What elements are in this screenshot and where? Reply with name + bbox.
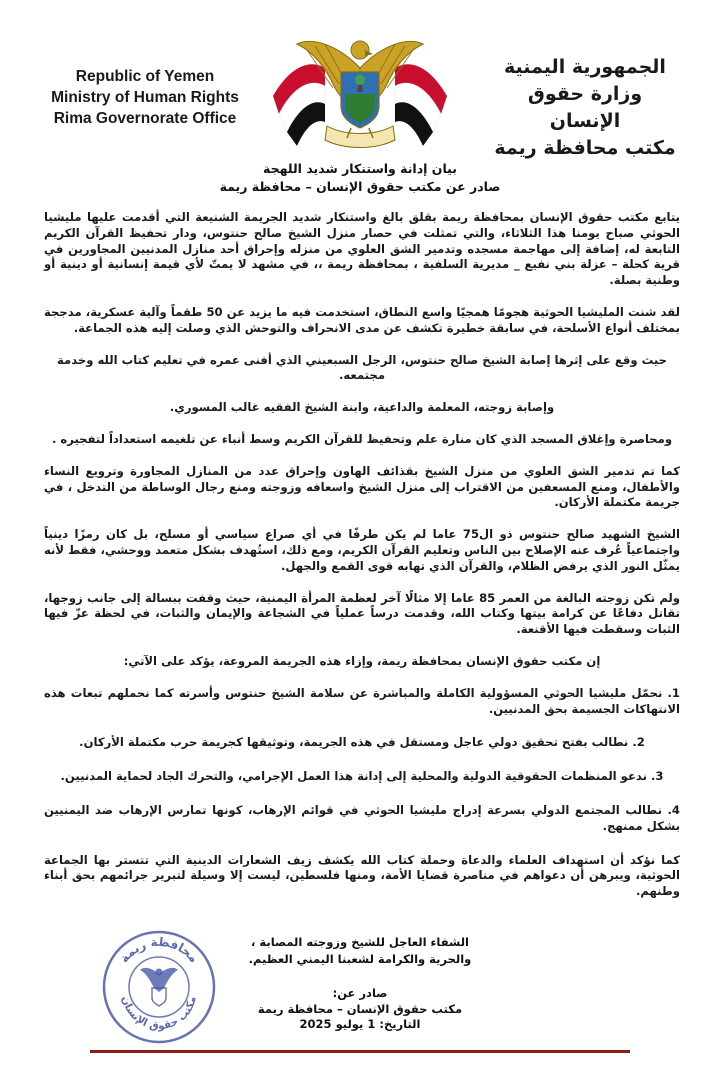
paragraph: كما تم تدمير الشق العلوي من منزل الشيخ بقذائف الهاون وإحراق عدد من المنازل المجاورة وترويع النساء والأطفال، ومنع المسعفين من الاقتراب إلى منزل الشيخ واسعافه وزوجته ومنع رجال الوساطة من التدخل ، في جريمة مكتملة الأركان. (44, 463, 680, 510)
stamp-top-text: محافظة ريمة (116, 934, 202, 966)
official-stamp-icon (100, 928, 218, 1046)
yemen-eagle-emblem-icon (255, 28, 465, 158)
demand-item: 1. نحمّل مليشيا الحوثي المسؤولية الكاملة والمباشرة عن سلامة الشيخ حنتوس وأسرته كما نحملهم تبعات هذه الانتهاكات الجسيمة بحق المدنيين. (44, 685, 680, 716)
paragraph-intro-demands: إن مكتب حقوق الإنسان بمحافظة ريمة، وإزاء هذه الجريمة المروعة، يؤكد على الآتي: (123, 653, 601, 668)
header-arabic (490, 54, 680, 162)
paragraph: وإصابة زوجته، المعلمة والداعية، وابنة الشيخ الفقيه غالب المسوري. (169, 400, 555, 415)
issued-date: التاريخ: 1 يوليو 2025 (299, 1017, 421, 1031)
paragraph: لقد شنت المليشيا الحوثية هجومًا همجيًا واسع النطاق، استخدمت فيه ما يزيد عن 50 طقماً وآلية عسكرية، مدججة بمختلف أنواع الأسلحة، في سابقة خطيرة تكشف عن مدى الانحراف والتوحش الذي وصلت إليه هذه الجماعة. (44, 304, 680, 335)
issued-label: صادر عن: (332, 986, 388, 1000)
statement-title-line2: صادر عن مكتب حقوق الإنسان – محافظة ريمة (219, 179, 501, 194)
demand-item: 3. ندعو المنظمات الحقوقية الدولية والمحلية إلى إدانة هذا العمل الإجرامي، والتحرك الجاد لحماية المدنيين. (60, 769, 664, 784)
conclusion-paragraph: كما نؤكد أن استهداف العلماء والدعاة وحملة كتاب الله يكشف زيف الشعارات الدينية التي تتستر بها الجماعة الحوثية، ويبرهن أن دعواهم في مناصرة قضايا الأمة، ومنها فلسطين، ليست إلا وسيلة لتبرير جرائمهم بحق أبناء وطنهم. (44, 852, 680, 899)
paragraph: الشيخ الشهيد صالح حنتوس ذو ال75 عاما لم يكن طرفًا في أي صراع سياسي أو مسلح، بل كان رمزًا دينياً واجتماعياً عُرف عنه الإصلاح بين الناس وتعليم القرآن الكريم، ومع ذلك، استُهدف بشكل متعمد ووحشي، فقط لأنه يمثّل النور الذي يرفض الظلام، والقرآن الذي تهابه قوى القمع والجهل. (44, 527, 680, 573)
header-ar-line-office: مكتب محافظة ريمة (494, 137, 676, 159)
closing-line1: الشفاء العاجل للشيخ وزوجته المصابة ، (251, 935, 469, 949)
header-en-line-office: Rima Governorate Office (53, 110, 237, 127)
paragraph: حيث وقع على إثرها إصابة الشيخ صالح حنتوس، الرجل السبعيني الذي أفنى عمره في تعليم كتاب الله وخدمة مجتمعه. (57, 352, 667, 383)
demand-item: 2. نطالب بفتح تحقيق دولي عاجل ومستقل في هذه الجريمة، وتوثيقها كجريمة حرب مكتملة الأركان. (79, 735, 645, 750)
header-ar-line-country: الجمهورية اليمنية (504, 56, 666, 78)
statement-title-line1: بيان إدانة واستنكار شديد اللهجة (263, 161, 457, 176)
header-ar-line-ministry: وزارة حقوق الإنسان (527, 83, 643, 132)
issued-by-block (240, 986, 480, 1033)
demand-item: 4. نطالب المجتمع الدولي بسرعة إدراج مليشيا الحوثي في قوائم الإرهاب، كونها تمارس الإرهاب ضد اليمنيين بشكل ممنهج. (44, 802, 680, 833)
closing-wishes (240, 934, 480, 968)
paragraph: ولم تكن زوجته البالغة من العمر 85 عاما إلا مثالًا آخر لعظمة المرأة اليمنية، حيث وقفت ببسالة إلى جانب زوجها، تقاتل دفاعًا عن كرامة بيتها وكتاب الله، وقدمت درساً عملياً في الشجاعة والإيمان والثبات، في لحظة عزّ فيها الثبات وسقطت فيها الأقنعة. (44, 590, 680, 637)
statement-body (44, 210, 680, 916)
issued-office: مكتب حقوق الإنسان – محافظة ريمة (257, 1001, 463, 1016)
stamp-bottom-text: مكتب حقوق الإنسان (119, 994, 199, 1033)
footer-divider (90, 1050, 630, 1053)
paragraph: ومحاصرة وإغلاق المسجد الذي كان منارة علم وتحفيظ للقرآن الكريم وسط أنباء عن تلغيمه استعداداً لتفجيره . (51, 431, 673, 446)
header-en-line-ministry: Ministry of Human Rights (51, 89, 239, 106)
header-en-line-country: Republic of Yemen (75, 68, 215, 85)
closing-line2: والحرية والكرامة لشعبنا اليمني العظيم. (248, 952, 472, 966)
statement-title (60, 160, 660, 196)
paragraph: يتابع مكتب حقوق الإنسان بمحافظة ريمة بقلق بالغ واستنكار شديد الجريمة الشنيعة التي أقدمت عليها مليشيا الحوثي صباح يومنا هذا الثلاثاء، والتي تمثلت في حصار منزل الشيخ صالح حنتوس، ودار تحفيظ القرآن الكريم التابعة له، إضافة إلى مهاجمة مسجده وتدمير الشق العلوي من منزله وإحراق أحد منازل المدنيين المجاورين في قرية كحلة – عزلة بني نفيع _ مديرية السلفية ، بمحافظة ريمة ،، في مشهد لا يمتّ لأي قيمة إنسانية أو دينية أو وطنية بصلة. (44, 210, 680, 288)
header-english (50, 66, 240, 129)
svg-text:مكتب حقوق الإنسان (119, 995, 198, 1032)
